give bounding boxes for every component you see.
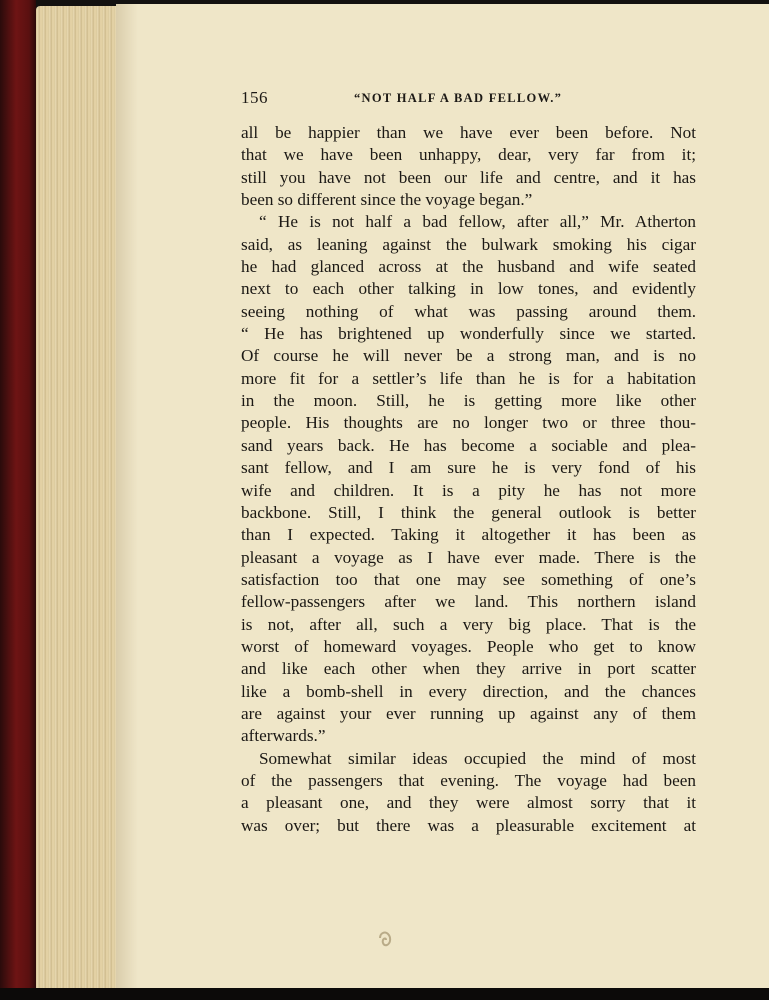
book-cover-edge xyxy=(0,0,36,1000)
text-line: worst of homeward voyages. People who get to know xyxy=(241,636,696,656)
text-line: said, as leaning against the bulwark smoking his cigar xyxy=(241,234,696,254)
text-line: people. His thoughts are no longer two or three thou- xyxy=(241,413,696,433)
page-number: 156 xyxy=(241,88,268,107)
text-line: a pleasant one, and they were almost sorry that it xyxy=(241,793,696,813)
text-line: like a bomb-shell in every direction, and the chances xyxy=(241,681,696,701)
text-line: that we have been unhappy, dear, very far from it; xyxy=(241,145,696,165)
text-line: Of course he will never be a strong man, and is no xyxy=(241,346,696,366)
text-line: of the passengers that evening. The voyage had been xyxy=(241,770,696,790)
text-line: “ He is not half a bad fellow, after all,” Mr. Atherton xyxy=(259,212,696,232)
text-line: was over; but there was a pleasurable excitement at xyxy=(241,815,696,835)
text-line: been so different since the voyage began.” xyxy=(241,190,533,210)
page-edges xyxy=(36,6,120,992)
text-line: and like each other when they arrive in port scatter xyxy=(241,659,696,679)
text-line: Somewhat similar ideas occupied the mind of most xyxy=(259,748,696,768)
thumb-smudge-icon xyxy=(376,928,396,948)
text-line: he had glanced across at the husband and wife seated xyxy=(241,257,696,277)
text-line: are against your ever running up against any of them xyxy=(241,703,696,723)
text-line: all be happier than we have ever been before. Not xyxy=(241,123,696,142)
running-head xyxy=(241,88,701,110)
text-line: next to each other talking in low tones, and evidently xyxy=(241,279,696,299)
text-line: than I expected. Taking it altogether it has been as xyxy=(241,525,696,545)
text-line: fellow-passengers after we land. This northern island xyxy=(241,592,696,612)
text-line: still you have not been our life and centre, and it has xyxy=(241,167,696,187)
text-line: is not, after all, such a very big place. That is the xyxy=(241,614,696,634)
text-line: afterwards.” xyxy=(241,726,326,746)
text-line: seeing nothing of what was passing around them. xyxy=(241,301,696,321)
text-line: backbone. Still, I think the general outlook is better xyxy=(241,502,696,522)
text-line: more fit for a settler’s life than he is for a habitation xyxy=(241,368,696,388)
scan-bottom-edge xyxy=(0,988,769,1000)
chapter-title: “NOT HALF A BAD FELLOW.” xyxy=(354,91,563,105)
text-line: “ He has brightened up wonderfully since we started. xyxy=(241,324,696,344)
body-text xyxy=(241,122,696,837)
text-line: pleasant a voyage as I have ever made. There is the xyxy=(241,547,696,567)
text-line: satisfaction too that one may see something of one’s xyxy=(241,569,696,589)
text-line: wife and children. It is a pity he has not more xyxy=(241,480,696,500)
text-line: sand years back. He has become a sociable and plea- xyxy=(241,435,696,455)
text-line: sant fellow, and I am sure he is very fond of his xyxy=(241,458,696,478)
text-line: in the moon. Still, he is getting more like other xyxy=(241,391,696,411)
